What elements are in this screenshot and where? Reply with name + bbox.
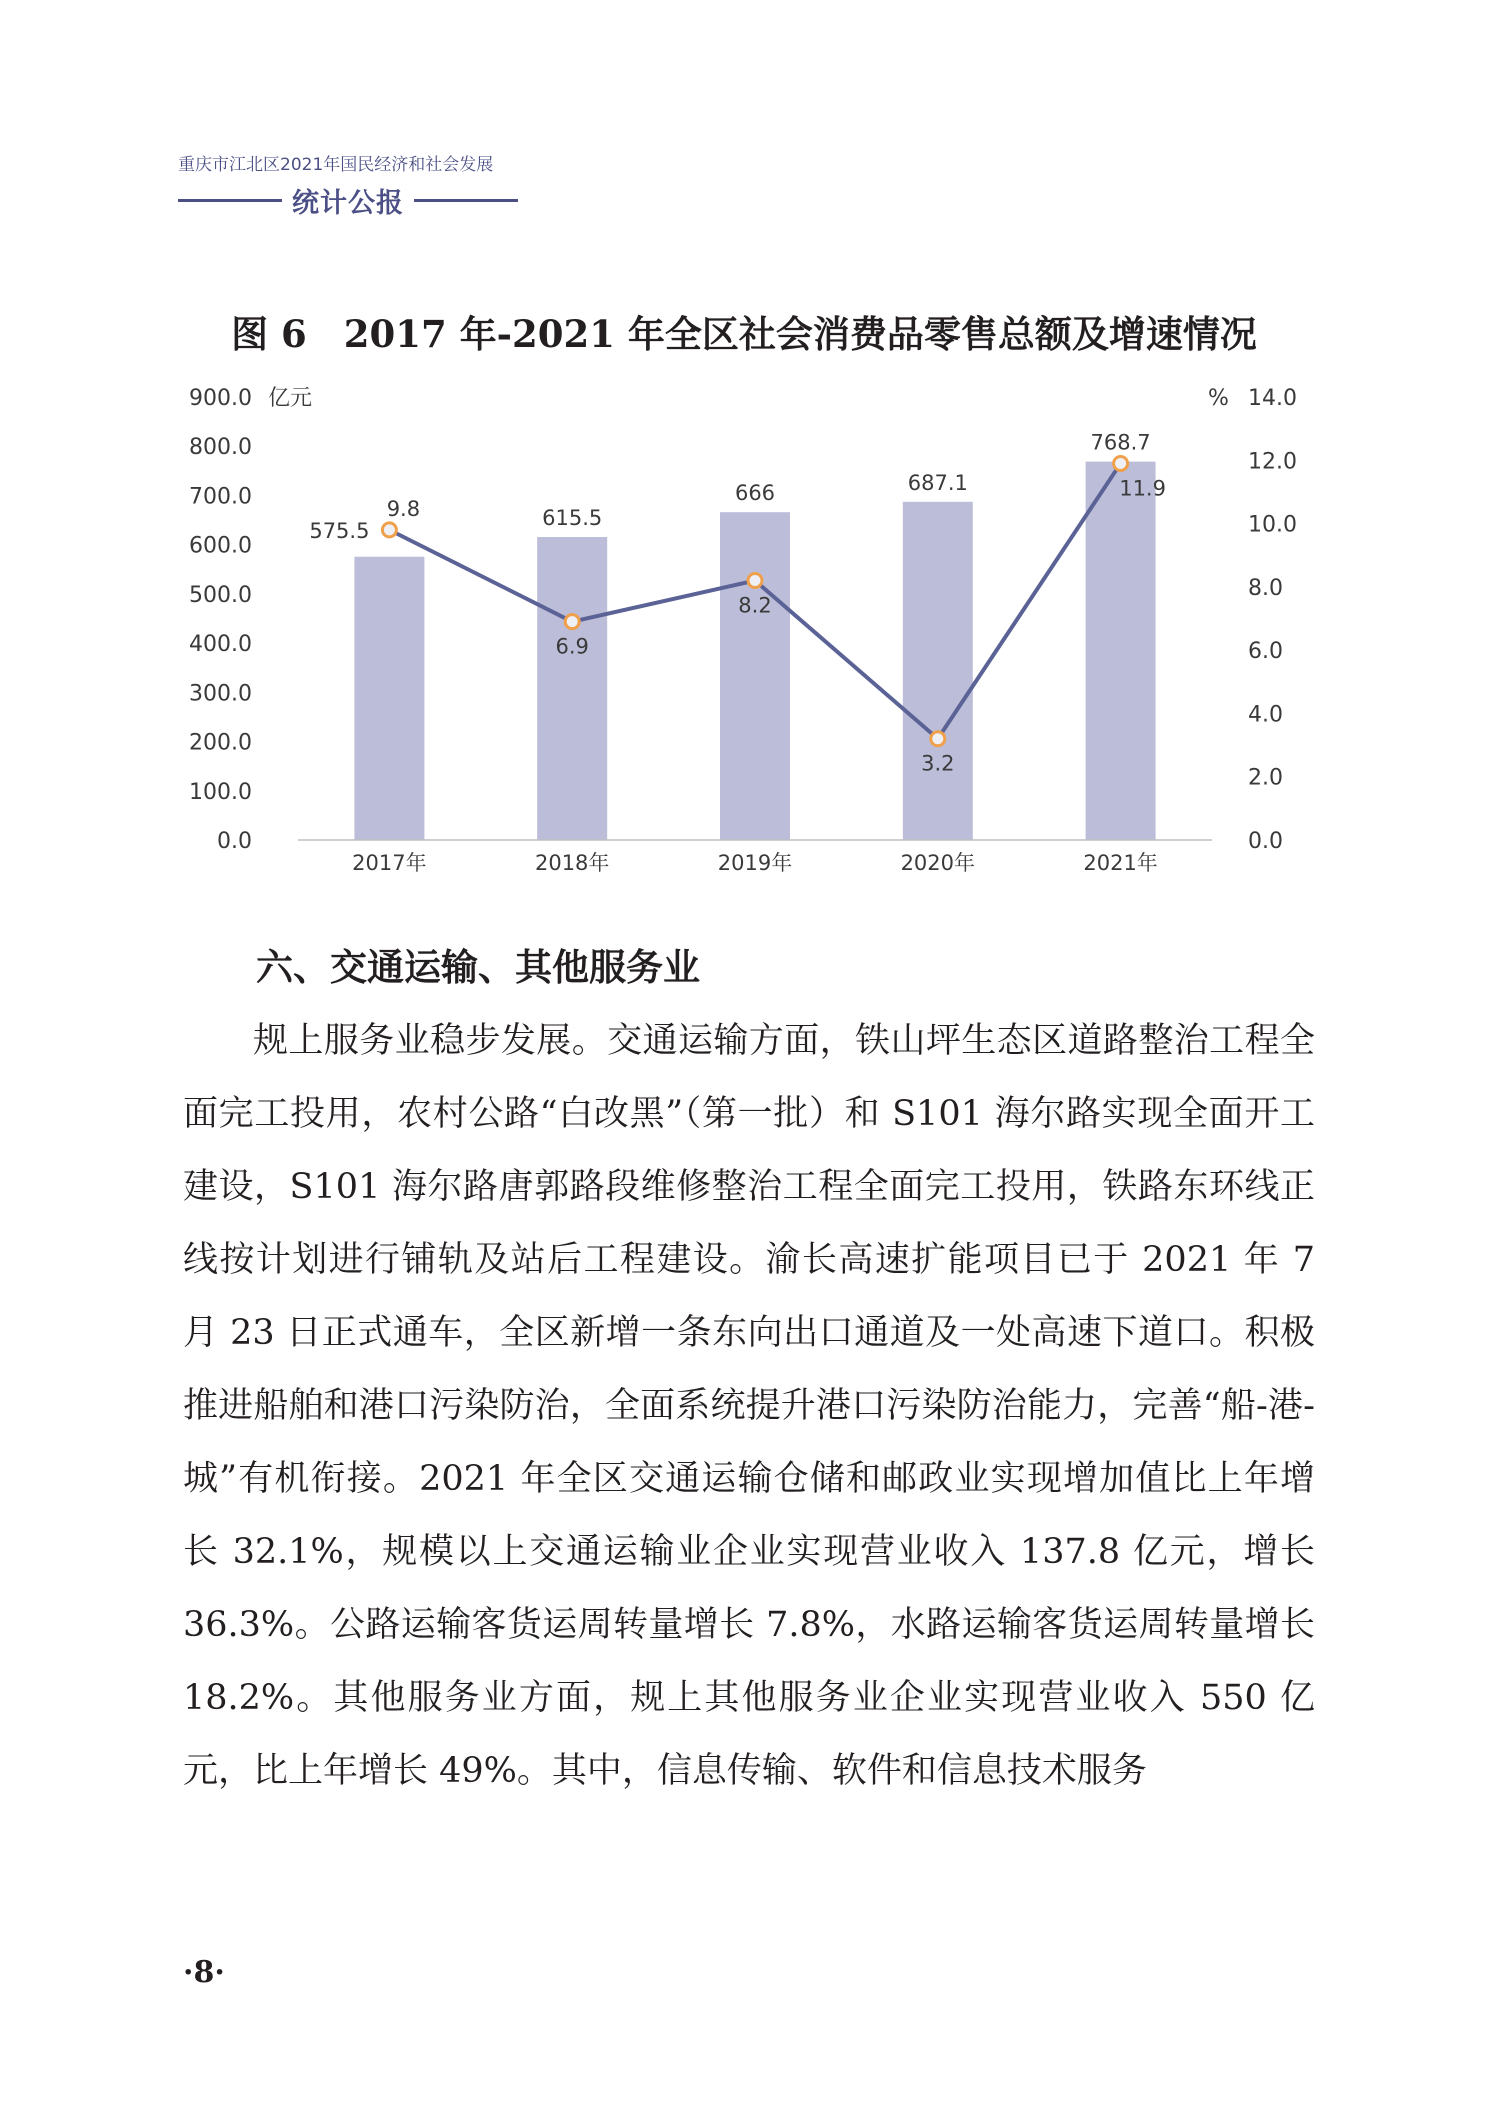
y-left-tick-label: 0.0 <box>217 829 252 854</box>
growth-rate-point <box>748 574 762 588</box>
growth-rate-label: 9.8 <box>386 496 421 521</box>
y-right-tick-label: 14.0 <box>1248 386 1297 411</box>
x-tick-label: 2019年 <box>717 851 793 875</box>
y-left-tick-label: 500.0 <box>189 582 252 608</box>
header-subtitle: 重庆市江北区2021年国民经济和社会发展 <box>178 155 494 175</box>
bar <box>720 512 790 840</box>
body-paragraph: 规上服务业稳步发展。交通运输方面，铁山坪生态区道路整治工程全面完工投用，农村公路“白改黑”（第一批）和 S101 海尔路实现全面开工建设，S101 海尔路唐郭路段维修整治工程全面完工投用，铁路东环线正线按计划进行铺轨及站后工程建设。渝长高速扩能项目已于 2021 年 7 月 23 日正式通车，全区新增一条东向出口通道及一处高速下道口。积极推进船舶和港口污染防治，全面系统提升港口污染防治能力，完善“船-港-城”有机衔接。2021 年全区交通运输仓储和邮政业实现增加值比上年增长 32.1%，规模以上交通运输业企业实现营业收入 137.8 亿元，增长 36.3%。公路运输客货运周转量增长 7.8%，水路运输客货运周转量增长 18.2%。其他服务业方面，规上其他服务业企业实现营业收入 550 亿元，比上年增长 49%。其中，信息传输、软件和信息技术服务 <box>183 1021 1315 1791</box>
y-right-tick-label: 6.0 <box>1248 639 1283 665</box>
bar <box>1086 462 1156 840</box>
header-title: 统计公报 <box>292 188 404 219</box>
y-left-tick-label: 900.0 <box>189 386 252 411</box>
x-tick-label: 2020年 <box>900 851 976 875</box>
y-right-tick-label: 2.0 <box>1248 765 1283 791</box>
y-right-tick-label: 10.0 <box>1248 512 1297 538</box>
report-header <box>178 150 518 220</box>
growth-rate-point <box>565 615 579 629</box>
bar-value-label: 615.5 <box>542 506 603 531</box>
y-right-tick-label: 4.0 <box>1248 702 1283 728</box>
y-left-tick-label: 600.0 <box>189 533 252 559</box>
growth-rate-label: 3.2 <box>921 751 955 776</box>
y-left-tick-label: 100.0 <box>189 779 252 805</box>
growth-rate-point <box>931 732 945 746</box>
figure-title: 图 6 2017 年-2021 年全区社会消费品零售总额及增速情况 <box>231 312 1257 356</box>
bar-value-label: 768.7 <box>1090 430 1151 455</box>
bar <box>903 502 973 840</box>
y-right-tick-label: 12.0 <box>1248 449 1297 475</box>
bar-value-label: 687.1 <box>907 470 968 495</box>
growth-rate-label: 6.9 <box>555 634 589 659</box>
section-title: 六、交通运输、其他服务业 <box>256 945 700 989</box>
growth-rate-point <box>1114 456 1128 470</box>
x-tick-label: 2021年 <box>1083 851 1158 875</box>
y-right-tick-label: 8.0 <box>1248 575 1283 601</box>
bar-value-label: 666 <box>734 481 776 506</box>
combo-chart <box>0 370 1488 900</box>
y-left-tick-label: 400.0 <box>189 632 252 658</box>
y-left-tick-label: 300.0 <box>189 681 252 707</box>
growth-rate-label: 11.9 <box>1119 476 1166 501</box>
growth-rate-point <box>382 523 396 537</box>
y-left-unit-label: 亿元 <box>268 386 313 411</box>
body-text <box>183 1005 1315 1808</box>
growth-rate-label: 8.2 <box>738 593 772 618</box>
bar <box>537 537 607 840</box>
bar-value-label: 575.5 <box>309 518 370 543</box>
x-tick-label: 2018年 <box>534 851 610 875</box>
bar <box>354 557 424 840</box>
page-number: ·8· <box>183 1955 225 1990</box>
x-tick-label: 2017年 <box>352 851 427 875</box>
y-left-tick-label: 700.0 <box>189 484 252 510</box>
y-left-tick-label: 800.0 <box>189 435 252 461</box>
header-title-row <box>178 181 518 220</box>
header-rule-right <box>414 199 518 202</box>
y-left-tick-label: 200.0 <box>189 730 252 756</box>
header-rule-left <box>178 199 282 202</box>
y-right-unit-label: % <box>1208 386 1229 411</box>
y-right-tick-label: 0.0 <box>1248 829 1283 854</box>
